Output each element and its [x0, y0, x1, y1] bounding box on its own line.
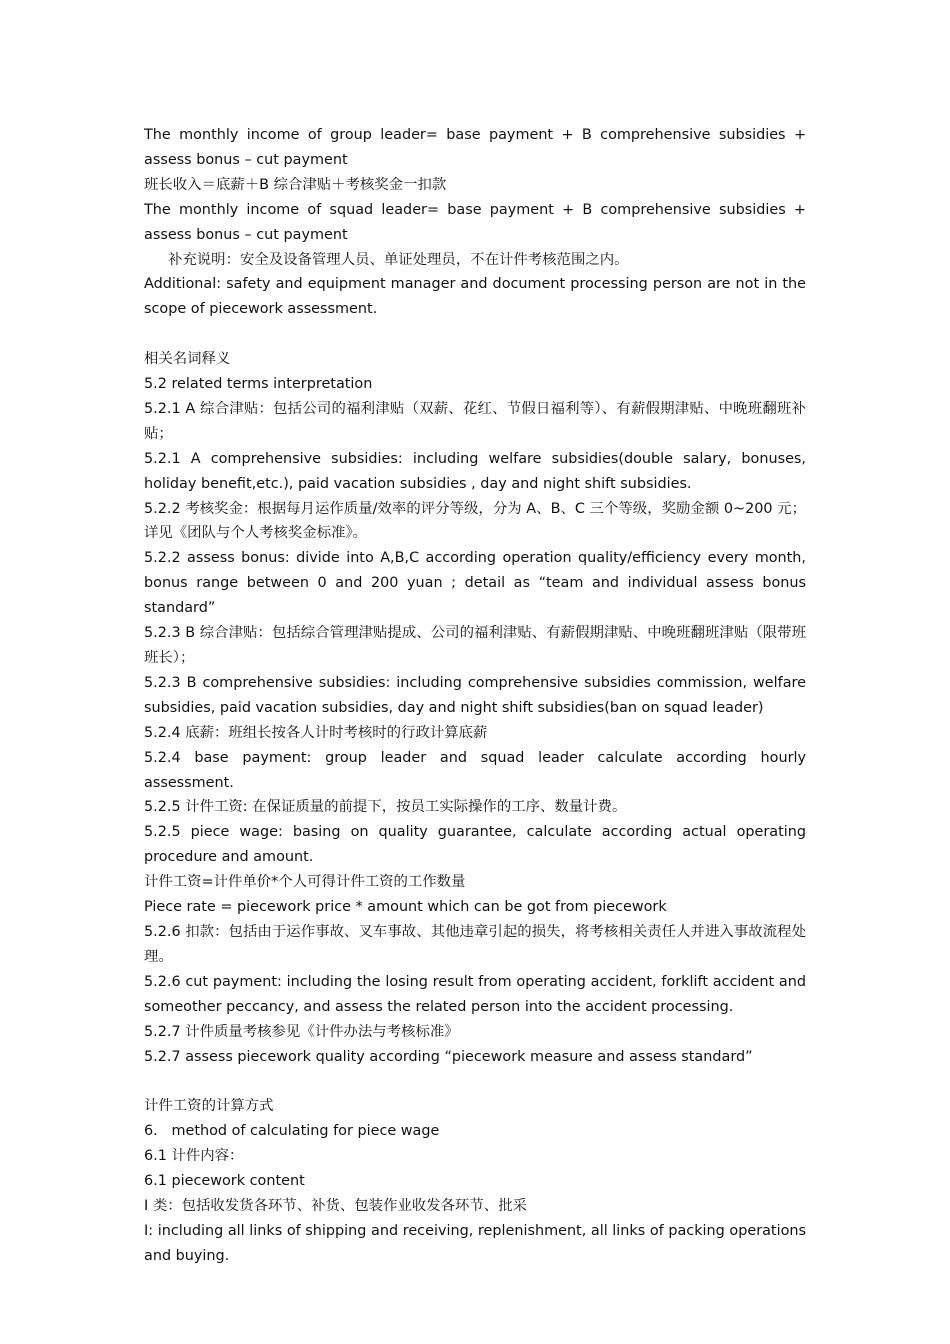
- squad-leader-income-zh: 班长收入＝底薪＋B 综合津贴＋考核奖金一扣款: [144, 176, 447, 193]
- additional-note-zh: 补充说明：安全及设备管理人员、单证处理员，不在计件考核范围之内。: [168, 251, 629, 268]
- term-5-2-1-en: 5.2.1 A comprehensive subsidies: including welfare subsidies(double salary, bonuses, holiday benefit,etc.), paid vacation subsidies , day and night shift subsidies.: [144, 450, 806, 492]
- section-heading-terms: 相关名词释义: [144, 351, 231, 368]
- term-5-2-4-en: 5.2.4 base payment: group leader and squad leader calculate according hourly assessment.: [144, 749, 806, 791]
- term-5-2-3-en: 5.2.3 B comprehensive subsidies: including comprehensive subsidies commission, welfare subsidies, paid vacation subsidies, day and night shift subsidies(ban on squad leader): [144, 674, 806, 716]
- piece-formula-en: Piece rate = piecework price * amount which can be got from piecework: [144, 899, 667, 916]
- paragraph-gap: [144, 322, 806, 347]
- term-5-2-7-zh: 5.2.7 计件质量考核参见《计件办法与考核标准》: [144, 1023, 459, 1040]
- document-page: [144, 123, 806, 1269]
- additional-note-en: Additional: safety and equipment manager and document processing person are not in the scope of piecework assessment.: [144, 276, 806, 318]
- term-5-2-5-en: 5.2.5 piece wage: basing on quality guarantee, calculate according actual operating procedure and amount.: [144, 824, 806, 866]
- class-i-en: I: including all links of shipping and receiving, replenishment, all links of packing operations and buying.: [144, 1222, 806, 1264]
- section-title-6-1-en: 6.1 piecework content: [144, 1173, 305, 1190]
- class-i-zh: I 类：包括收发货各环节、补货、包装作业收发各环节、批采: [144, 1197, 527, 1214]
- section-title-5-2: 5.2 related terms interpretation: [144, 376, 373, 393]
- section-heading-calculation: 计件工资的计算方式: [144, 1098, 274, 1115]
- section-title-6: 6. method of calculating for piece wage: [144, 1123, 440, 1140]
- paragraph-gap: [144, 1069, 806, 1094]
- term-5-2-6-en: 5.2.6 cut payment: including the losing result from operating accident, forklift accident and someother peccancy, and assess the related person into the accident processing.: [144, 973, 806, 1015]
- section-title-6-1-zh: 6.1 计件内容：: [144, 1148, 244, 1165]
- squad-leader-income-en: The monthly income of squad leader= base payment + B comprehensive subsidies + assess bonus – cut payment: [144, 201, 806, 243]
- term-5-2-5-zh: 5.2.5 计件工资: 在保证质量的前提下，按员工实际操作的工序、数量计费。: [144, 799, 627, 816]
- term-5-2-2-zh: 5.2.2 考核奖金：根据每月运作质量/效率的评分等级，分为 A、B、C 三个等级，奖励金额 0~200 元；详见《团队与个人考核奖金标准》。: [144, 500, 806, 542]
- term-5-2-3-zh: 5.2.3 B 综合津贴：包括综合管理津贴提成、公司的福利津贴、有薪假期津贴、中晚班翻班津贴（限带班班长）；: [144, 625, 806, 667]
- group-leader-income-en: The monthly income of group leader= base payment + B comprehensive subsidies + assess bonus – cut payment: [144, 127, 806, 168]
- term-5-2-2-en: 5.2.2 assess bonus: divide into A,B,C according operation quality/efficiency every month, bonus range between 0 and 200 yuan ; detail as “team and individual assess bonus standard”: [144, 550, 806, 617]
- term-5-2-6-zh: 5.2.6 扣款：包括由于运作事故、叉车事故、其他违章引起的损失，将考核相关责任人并进入事故流程处理。: [144, 923, 806, 965]
- piece-formula-zh: 计件工资=计件单价*个人可得计件工资的工作数量: [144, 874, 466, 891]
- term-5-2-1-zh: 5.2.1 A 综合津贴：包括公司的福利津贴（双薪、花红、节假日福利等）、有薪假期津贴、中晚班翻班补贴；: [144, 400, 806, 442]
- term-5-2-7-en: 5.2.7 assess piecework quality according “piecework measure and assess standard”: [144, 1048, 753, 1065]
- term-5-2-4-zh: 5.2.4 底薪：班组长按各人计时考核时的行政计算底薪: [144, 724, 488, 741]
